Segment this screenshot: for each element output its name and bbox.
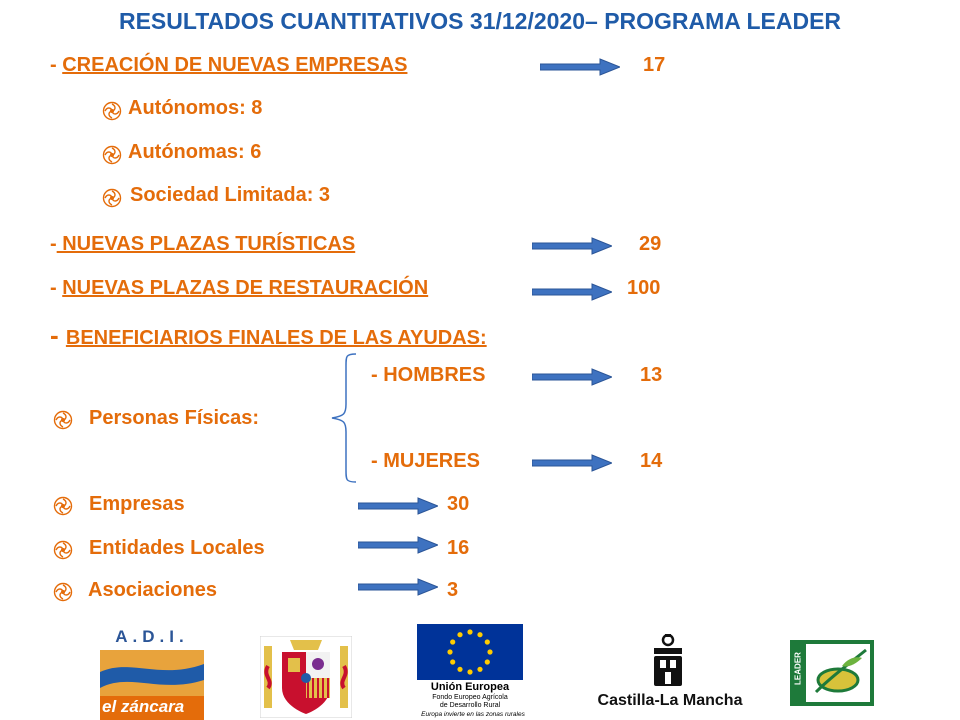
eu-logo bbox=[413, 624, 533, 720]
asociaciones-label: Asociaciones bbox=[88, 579, 217, 601]
row-beneficiarios bbox=[50, 320, 487, 351]
brace-icon bbox=[326, 352, 362, 484]
arrow-icon bbox=[532, 236, 612, 256]
dash: - bbox=[50, 277, 63, 299]
beneficiarios-label: BENEFICIARIOS FINALES DE LAS AYUDAS: bbox=[65, 327, 487, 349]
autonomas-label: Autónomas: 6 bbox=[128, 141, 262, 163]
eu-line1: Fondo Europeo Agrícola bbox=[432, 694, 508, 701]
plazas-restauracion-label: NUEVAS PLAZAS DE RESTAURACIÓN bbox=[62, 277, 429, 299]
arrow-icon bbox=[532, 282, 612, 302]
autonomos-label: Autónomos: 8 bbox=[128, 97, 263, 119]
bullet-icon bbox=[102, 101, 122, 121]
eu-line2: de Desarrollo Rural bbox=[439, 702, 501, 709]
leader-logo bbox=[790, 640, 874, 706]
spain-coat-of-arms-logo bbox=[260, 636, 352, 718]
castilla-la-mancha-name: Castilla-La Mancha bbox=[597, 692, 743, 709]
plazas-turisticas-value: 29 bbox=[639, 233, 662, 255]
row-plazas-turisticas bbox=[50, 233, 355, 256]
nuevas-empresas-value: 17 bbox=[643, 54, 666, 76]
mujeres-label: - MUJERES bbox=[371, 450, 480, 472]
arrow-icon bbox=[358, 577, 438, 597]
arrow-icon bbox=[540, 57, 620, 77]
eu-flag-icon bbox=[417, 624, 523, 680]
entidades-value: 16 bbox=[447, 537, 470, 559]
arrow-icon bbox=[358, 496, 438, 516]
plazas-restauracion-value: 100 bbox=[627, 277, 661, 299]
arrow-icon bbox=[532, 367, 612, 387]
asociaciones-value: 3 bbox=[447, 579, 459, 601]
arrow-icon bbox=[532, 453, 612, 473]
dash: - bbox=[50, 320, 66, 350]
entidades-label: Entidades Locales bbox=[89, 537, 265, 559]
adi-logo-top: A.D.I. bbox=[115, 627, 189, 646]
row-nuevas-empresas bbox=[50, 54, 407, 77]
personas-fisicas-label: Personas Físicas: bbox=[89, 407, 260, 429]
dash: - bbox=[50, 54, 63, 76]
leader-emblem-icon bbox=[790, 640, 874, 706]
hombres-label: - HOMBRES bbox=[371, 364, 486, 386]
page-title: RESULTADOS CUANTITATIVOS 31/12/2020– PROGRAMA LEADER bbox=[118, 8, 842, 34]
row-plazas-restauracion bbox=[50, 277, 428, 300]
nuevas-empresas-label: CREACIÓN DE NUEVAS EMPRESAS bbox=[62, 54, 408, 76]
castilla-la-mancha-logo bbox=[590, 634, 750, 714]
sociedad-limitada-label: Sociedad Limitada: 3 bbox=[130, 184, 331, 206]
empresas-label: Empresas bbox=[89, 493, 185, 515]
leader-name: LEADER bbox=[793, 652, 803, 685]
plazas-turisticas-label: NUEVAS PLAZAS TURÍSTICAS bbox=[56, 233, 356, 255]
bullet-icon bbox=[53, 540, 73, 560]
adi-logo-bottom: el záncara bbox=[102, 697, 185, 716]
bullet-icon bbox=[53, 410, 73, 430]
bullet-icon bbox=[53, 582, 73, 602]
hombres-value: 13 bbox=[640, 364, 663, 386]
eu-line3: Europa invierte en las zonas rurales bbox=[421, 711, 525, 718]
bullet-icon bbox=[102, 188, 122, 208]
dash: - bbox=[50, 233, 57, 255]
eu-name: Unión Europea bbox=[430, 681, 510, 693]
bullet-icon bbox=[102, 145, 122, 165]
bullet-icon bbox=[53, 496, 73, 516]
castle-icon bbox=[648, 634, 688, 688]
mujeres-value: 14 bbox=[640, 450, 663, 472]
empresas-value: 30 bbox=[447, 493, 470, 515]
arrow-icon bbox=[358, 535, 438, 555]
adi-logo bbox=[100, 624, 204, 720]
